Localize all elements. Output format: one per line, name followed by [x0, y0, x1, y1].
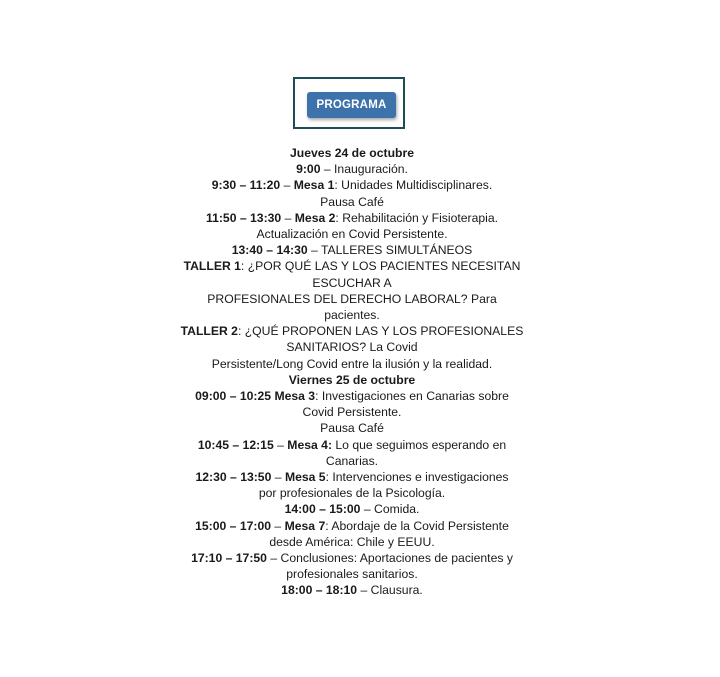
session-label: Mesa 3: [274, 389, 316, 404]
schedule-time: 12:30 – 13:50: [195, 470, 272, 485]
session-label: Mesa 5: [284, 470, 326, 485]
taller-text: ESCUCHAR A: [312, 275, 392, 290]
taller-line: [172, 307, 532, 323]
schedule-time: 18:00 – 18:10: [281, 583, 358, 598]
schedule-line: [172, 242, 532, 258]
program-schedule: [172, 145, 532, 599]
day-title: [172, 145, 532, 161]
schedule-line: [172, 534, 532, 550]
taller-text: : ¿POR QUÉ LAS Y LOS PACIENTES NECESITAN: [240, 259, 521, 274]
taller-text: : ¿QUÉ PROPONEN LAS Y LOS PROFESIONALES: [237, 324, 524, 339]
schedule-text: Pausa Café: [320, 421, 384, 436]
programa-button[interactable]: PROGRAMA: [307, 92, 396, 118]
schedule-separator: –: [307, 243, 321, 258]
schedule-text: Covid Persistente.: [302, 405, 402, 420]
schedule-time: 15:00 – 17:00: [195, 518, 272, 533]
schedule-line: [172, 469, 532, 485]
taller-label: TALLER 1: [183, 259, 241, 274]
taller-text: pacientes.: [324, 308, 380, 323]
schedule-text: Canarias.: [325, 453, 379, 468]
schedule-time: 11:50 – 13:30: [205, 210, 282, 225]
schedule-line: [172, 453, 532, 469]
schedule-line: [172, 226, 532, 242]
taller-text: Persistente/Long Covid entre la ilusión y la realidad.: [211, 356, 493, 371]
schedule-text: : Rehabilitación y Fisioterapia.: [335, 210, 499, 225]
schedule-text: Inauguración.: [334, 162, 408, 177]
session-label: Mesa 7: [284, 518, 326, 533]
taller-line: [172, 258, 532, 274]
schedule-time: 10:45 – 12:15: [197, 437, 274, 452]
schedule-text: Conclusiones: Aportaciones de pacientes y: [280, 551, 513, 566]
taller-line: [172, 291, 532, 307]
day-title-text: Viernes 25 de octubre: [288, 372, 416, 387]
schedule-line: [172, 518, 532, 534]
taller-line: [172, 356, 532, 372]
schedule-text: profesionales sanitarios.: [286, 567, 418, 582]
session-label: Mesa 2: [294, 210, 336, 225]
schedule-line: [172, 550, 532, 566]
schedule-line: [172, 177, 532, 193]
schedule-text: Lo que seguimos esperando en: [332, 437, 507, 452]
schedule-time: 09:00 – 10:25: [195, 389, 272, 404]
session-label: Mesa 1: [293, 178, 335, 193]
schedule-text: : Investigaciones en Canarias sobre: [315, 389, 509, 404]
schedule-separator: –: [266, 551, 281, 566]
schedule-line: [172, 161, 532, 177]
schedule-text: por profesionales de la Psicología.: [258, 486, 446, 501]
schedule-separator: –: [273, 437, 288, 452]
schedule-line: [172, 420, 532, 436]
taller-line: [172, 275, 532, 291]
schedule-text: TALLERES SIMULTÁNEOS: [320, 243, 473, 258]
schedule-line: [172, 388, 532, 404]
schedule-separator: –: [271, 470, 285, 485]
taller-text: PROFESIONALES DEL DERECHO LABORAL? Para: [207, 291, 497, 306]
schedule-text: Comida.: [374, 502, 420, 517]
session-label: Mesa 4:: [287, 437, 333, 452]
day-title-text: Jueves 24 de octubre: [290, 146, 414, 160]
schedule-line: [172, 404, 532, 420]
schedule-time: 13:40 – 14:30: [231, 243, 308, 258]
schedule-time: 9:00: [296, 162, 321, 177]
taller-text: SANITARIOS? La Covid: [286, 340, 418, 355]
schedule-line: [172, 194, 532, 210]
taller-line: [172, 323, 532, 339]
schedule-line: [172, 485, 532, 501]
schedule-line: [172, 501, 532, 517]
taller-line: [172, 339, 532, 355]
schedule-text: : Unidades Multidisciplinares.: [334, 178, 493, 193]
schedule-separator: –: [357, 583, 371, 598]
schedule-text: Actualización en Covid Persistente.: [256, 227, 448, 242]
schedule-line: [172, 210, 532, 226]
day-title: [172, 372, 532, 388]
schedule-separator: –: [281, 210, 295, 225]
schedule-text: desde América: Chile y EEUU.: [269, 534, 435, 549]
schedule-separator: –: [320, 162, 335, 177]
schedule-separator: –: [271, 518, 285, 533]
taller-label: TALLER 2: [180, 324, 238, 339]
schedule-line: [172, 582, 532, 598]
schedule-separator: –: [360, 502, 375, 517]
schedule-separator: –: [280, 178, 294, 193]
schedule-time: 17:10 – 17:50: [191, 551, 267, 566]
schedule-time: 14:00 – 15:00: [284, 502, 361, 517]
schedule-text: : Intervenciones e investigaciones: [325, 470, 509, 485]
schedule-time: 9:30 – 11:20: [211, 178, 281, 193]
schedule-text: : Abordaje de la Covid Persistente: [325, 518, 509, 533]
schedule-line: [172, 437, 532, 453]
schedule-line: [172, 566, 532, 582]
schedule-text: Pausa Café: [320, 194, 384, 209]
schedule-text: Clausura.: [370, 583, 423, 598]
